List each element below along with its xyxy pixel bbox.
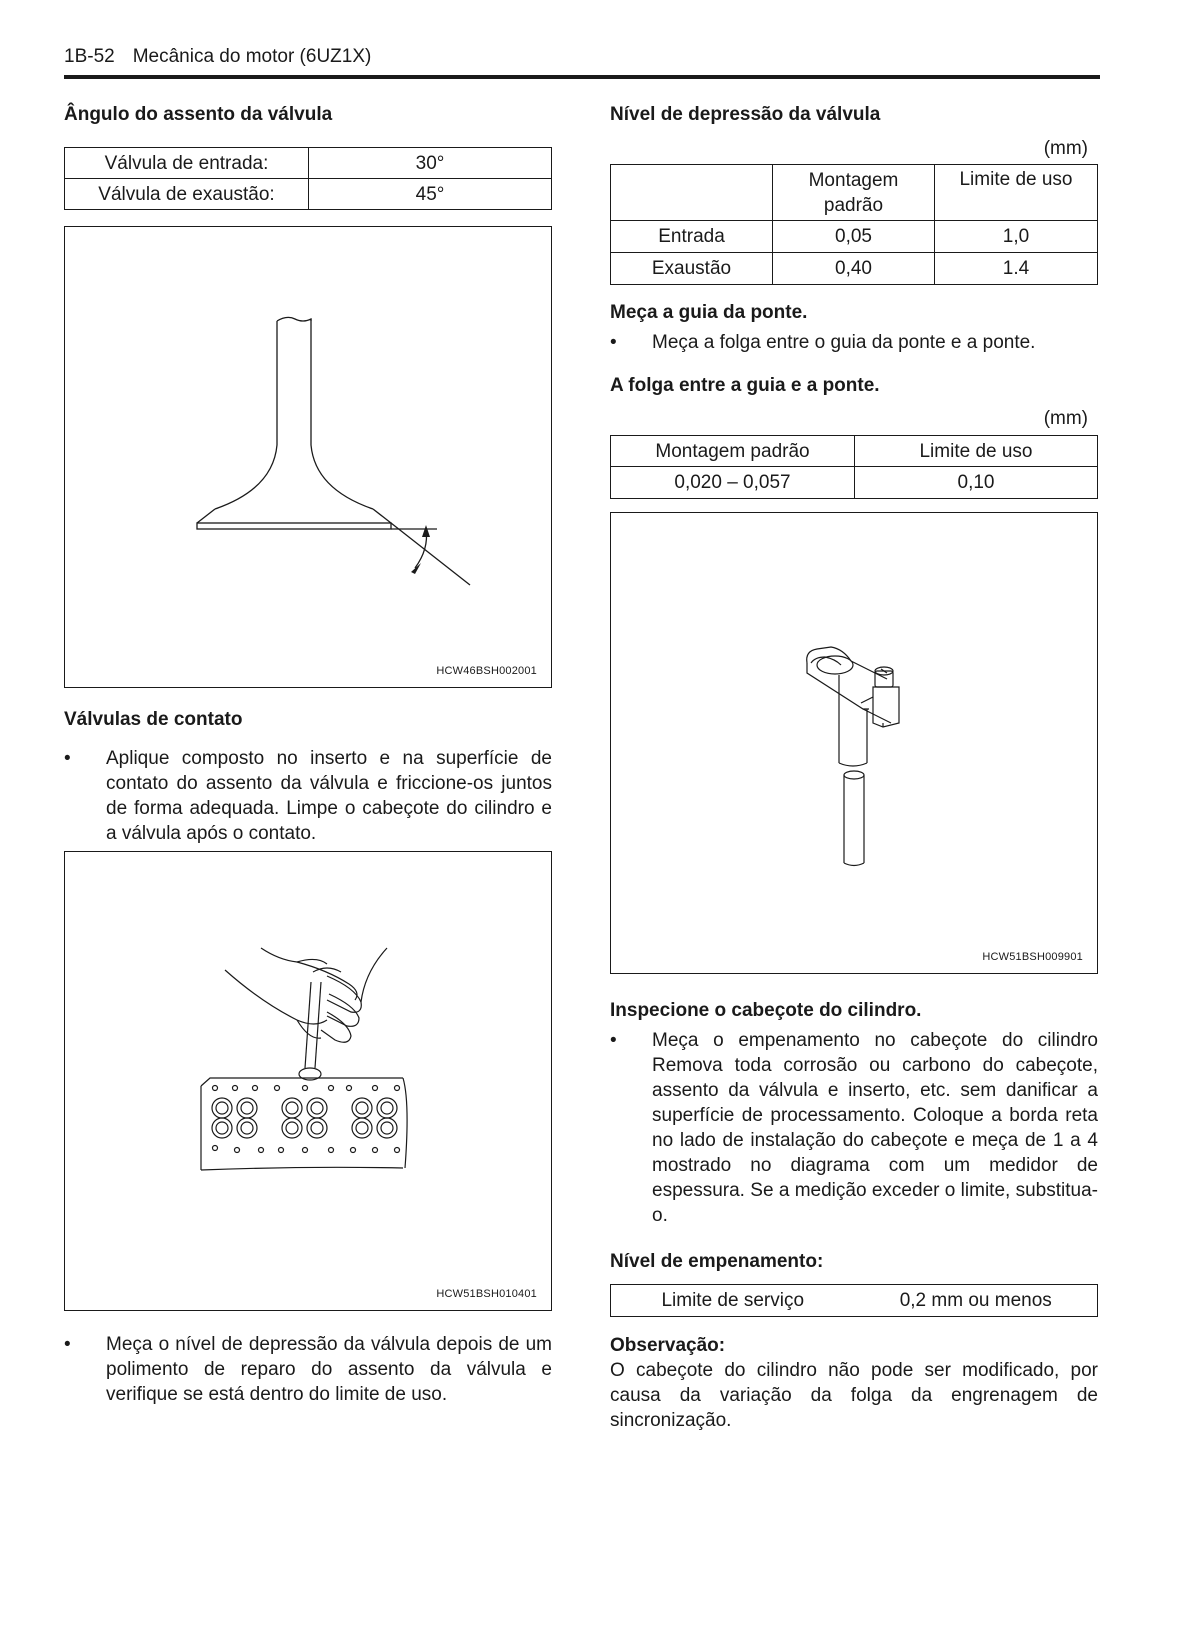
valve-seat-angle-table [64,147,552,210]
table-cell: Entrada [611,221,773,253]
table-header-cell: Limite de uso [855,436,1098,467]
table-header-row [611,436,1098,467]
arrow-down-icon [411,563,421,574]
inspect-head-heading: Inspecione o cabeçote do cilindro. [610,1000,922,1021]
valve-lapping-figure [64,851,552,1311]
valve-seat-angle-heading: Ângulo do assento da válvula [64,104,333,125]
valve-depression-heading: Nível de depressão da válvula [610,104,881,125]
guide-clearance-heading: A folga entre a guia e a ponte. [610,375,880,396]
table-header-cell: Montagem padrão [773,165,935,221]
table-cell: Exaustão [611,253,773,285]
bullet-dot-icon: • [64,748,71,769]
bullet-text: Aplique composto no inserto e na superfície de contato do assento da válvula e friccione-os juntos de forma adequada. Limpe o cabeçote do cilindro e a válvula após o contato. [106,748,552,844]
table-row [611,221,1098,253]
warpage-heading: Nível de empenamento: [610,1251,824,1272]
header-text [64,44,371,69]
table-cell: 0,10 [855,467,1098,499]
bridge-guide-bullet [610,330,1098,356]
guide-clearance-table [610,435,1098,499]
table-header-row [611,165,1098,221]
lapping-illustration [65,852,551,1310]
bullet-text: Meça o empenamento no cabeçote do cilindro Remova toda corrosão ou carbono do cabeçote, assento da válvula e inserto, etc. sem danificar a superfície de processamento. Coloque a borda reta no lado de instalação do cabeçote e meça de 1 a 4 mostrado no diagrama com um medidor de espessura. Se a medição exceder o limite, substitua-o. [652,1030,1098,1226]
table-cell: Válvula de entrada: [65,148,309,179]
table-cell: Válvula de exaustão: [65,179,309,210]
valve-illustration [65,227,551,687]
table-header-cell [611,165,773,221]
table-cell: 30° [309,148,552,179]
bridge-guide-heading: Meça a guia da ponte. [610,302,808,323]
arrow-up-icon [422,525,430,537]
table-cell: 0,020 – 0,057 [611,467,855,499]
page-header [64,44,1100,80]
table-header-cell: Montagem padrão [611,436,855,467]
table-row [65,179,552,210]
table-cell: 1.4 [935,253,1098,285]
valve-depression-table [610,164,1098,285]
contact-valves-heading: Válvulas de contato [64,709,243,730]
depression-bullet [64,1332,552,1410]
inspect-head-bullet [610,1028,1098,1232]
table-header-cell: Limite de uso [935,165,1098,221]
unit-label: (mm) [1043,408,1088,429]
unit-label: (mm) [1043,138,1088,159]
bullet-dot-icon: • [610,1030,617,1051]
table-row [611,1285,1098,1317]
figure-code: HCW46BSH002001 [436,665,537,677]
bridge-guide-figure [610,512,1098,974]
bridge-guide-illustration [611,513,1097,973]
section-title: Mecânica do motor (6UZ1X) [132,46,372,67]
table-cell: 1,0 [935,221,1098,253]
header-rule [64,75,1100,79]
figure-code: HCW51BSH010401 [436,1288,537,1300]
contact-valves-bullet [64,746,552,850]
table-cell: 0,05 [773,221,935,253]
bullet-dot-icon: • [610,332,617,353]
bullet-text: Meça a folga entre o guia da ponte e a ponte. [652,332,1036,353]
table-row [611,253,1098,285]
bullet-text: Meça o nível de depressão da válvula depois de um polimento de reparo do assento da válvula e verifique se está dentro do limite de uso. [106,1334,552,1405]
warpage-table [610,1284,1098,1317]
figure-code: HCW51BSH009901 [982,951,1083,963]
table-cell: 0,40 [773,253,935,285]
table-cell: 0,2 mm ou menos [855,1285,1098,1317]
page-number: 1B-52 [64,46,115,67]
table-row [65,148,552,179]
table-row [611,467,1098,499]
bullet-dot-icon: • [64,1334,71,1355]
valve-angle-figure [64,226,552,688]
table-cell: 45° [309,179,552,210]
note-text: O cabeçote do cilindro não pode ser modificado, por causa da variação da folga da engrenagem de sincronização. [610,1360,1098,1431]
note-heading: Observação: [610,1335,726,1356]
table-cell: Limite de serviço [611,1285,855,1317]
